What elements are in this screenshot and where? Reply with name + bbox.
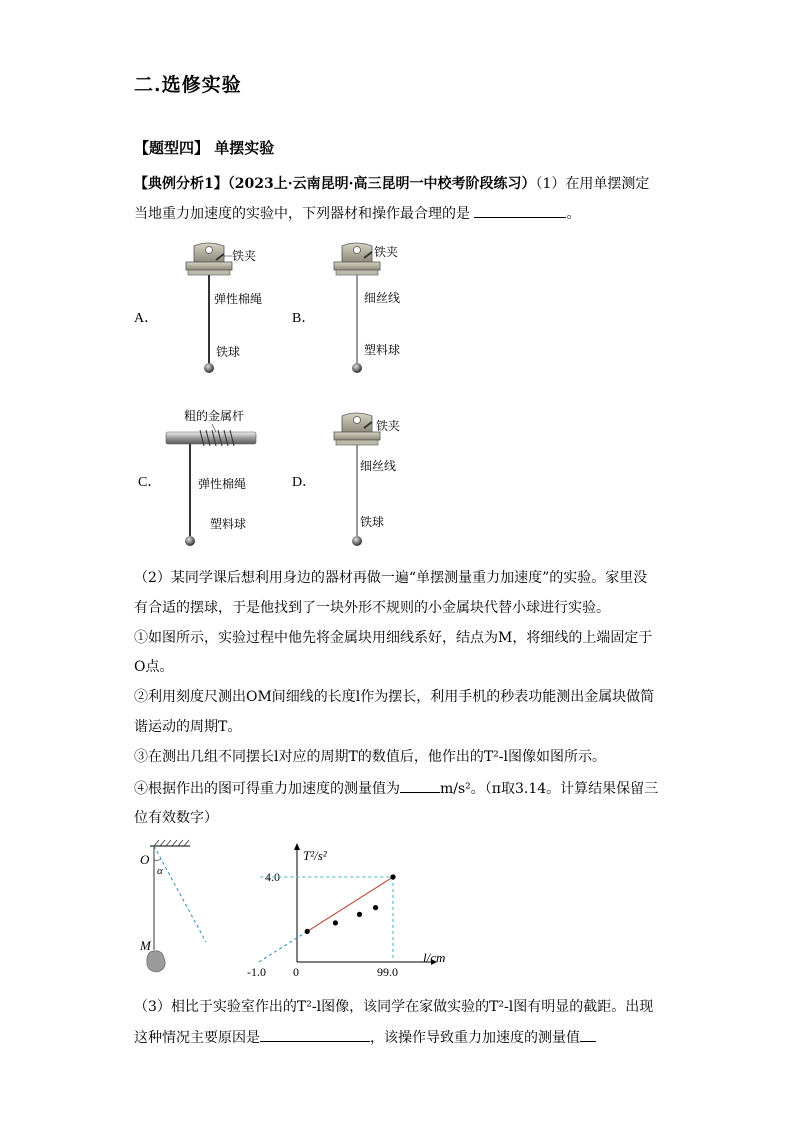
q2-step-3: ③在测出几组不同摆长l对应的周期T的数值后，他作出的T²-l图像如图所示。 bbox=[134, 749, 606, 765]
option-d-bottom-label: 铁球 bbox=[360, 515, 385, 529]
answer-blank-4[interactable] bbox=[580, 1027, 596, 1042]
plastic-ball-icon bbox=[352, 363, 362, 373]
option-d-mid-label: 细丝线 bbox=[360, 459, 397, 473]
option-c-mid-label: 弹性棉绳 bbox=[198, 477, 247, 491]
answer-blank-3[interactable] bbox=[260, 1027, 370, 1042]
option-c-top-label: 粗的金属杆 bbox=[184, 409, 245, 423]
iron-ball-icon bbox=[352, 536, 362, 546]
option-d-letter: D． bbox=[292, 475, 317, 490]
q1-part: （1）在用单摆测定 bbox=[535, 176, 650, 192]
metal-block-icon bbox=[147, 951, 165, 972]
origin-label: 0 bbox=[293, 965, 299, 978]
data-point bbox=[333, 920, 338, 925]
option-a-mid-label: 弹性棉绳 bbox=[214, 292, 263, 306]
option-a[interactable] bbox=[134, 243, 262, 373]
angle-alpha-label: α bbox=[157, 865, 163, 877]
y-mark-label: 4.0 bbox=[265, 870, 280, 884]
option-b-mid-label: 细丝线 bbox=[364, 291, 401, 305]
pendulum-figure bbox=[134, 838, 224, 978]
y-axis-label: T²/s² bbox=[303, 848, 327, 863]
x-neg-label: -1.0 bbox=[247, 965, 266, 978]
option-b-letter: B． bbox=[292, 311, 316, 326]
data-point bbox=[305, 929, 310, 934]
x-mark-label: 99.0 bbox=[377, 965, 398, 978]
option-b[interactable] bbox=[292, 243, 400, 373]
iron-ball-icon bbox=[204, 363, 214, 373]
option-c-bottom-label: 塑料球 bbox=[210, 517, 247, 531]
q2-step-2-line-2: 谐运动的周期T。 bbox=[134, 719, 242, 735]
option-b-bottom-label: 塑料球 bbox=[364, 343, 401, 357]
option-a-bottom-label: 铁球 bbox=[216, 345, 241, 359]
data-point bbox=[357, 912, 362, 917]
clip-icon bbox=[334, 413, 380, 445]
answer-blank-1[interactable] bbox=[474, 203, 566, 218]
q2-step-4: ④根据作出的图可得重力加速度的测量值为 m/s²。（π取3.14。计算结果保留三 bbox=[134, 778, 658, 799]
option-d-top-label: 铁夹 bbox=[376, 419, 401, 433]
q2-line-2: 有合适的摆球，于是他找到了一块外形不规则的小金属块代替小球进行实验。 bbox=[134, 600, 610, 616]
metal-rod-icon bbox=[166, 432, 256, 444]
clip-icon bbox=[186, 243, 232, 275]
option-d[interactable] bbox=[292, 413, 400, 546]
data-point bbox=[390, 874, 395, 879]
answer-blank-2[interactable] bbox=[400, 778, 440, 793]
q2-step-2-line-1: ②利用刻度尺测出OM间细线的长度l作为摆长，利用手机的秒表功能测出金属块做简 bbox=[134, 689, 655, 705]
plastic-ball-icon bbox=[185, 536, 195, 546]
t2-l-graph bbox=[245, 838, 475, 978]
option-b-top-label: 铁夹 bbox=[374, 245, 399, 259]
example-tag: 【典例分析1】（2023上·云南昆明·高三昆明一中校考阶段练习） bbox=[134, 176, 536, 192]
q2-step-1-line-2: O点。 bbox=[134, 659, 174, 675]
q2-step-4-line-2: 位有效数字） bbox=[134, 810, 218, 826]
section-title: 二.选修实验 bbox=[134, 74, 242, 96]
question-type-title: 【题型四】 单摆实验 bbox=[134, 139, 275, 157]
option-a-top-label: 铁夹 bbox=[232, 249, 257, 263]
point-m-label: M bbox=[140, 938, 151, 953]
option-a-letter: A． bbox=[134, 311, 159, 326]
q3-line-1: （3）相比于实验室作出的T²-l图像，该同学在家做实验的T²-l图有明显的截距。出现 bbox=[134, 999, 654, 1015]
q3-line-2: 这种情况主要原因是 ，该操作导致重力加速度的测量值 bbox=[134, 1027, 596, 1048]
extrapolation-line bbox=[259, 931, 307, 962]
question-1-line-1 bbox=[134, 174, 649, 194]
fit-line bbox=[307, 877, 393, 931]
data-point bbox=[373, 905, 378, 910]
option-c-letter: C． bbox=[138, 475, 162, 490]
question-1-line-2: 当地重力加速度的实验中，下列器材和操作最合理的是 。 bbox=[134, 203, 580, 224]
q2-step-1-line-1: ①如图所示，实验过程中他先将金属块用细线系好，结点为M，将细线的上端固定于 bbox=[134, 630, 653, 646]
x-axis-label: l/cm bbox=[423, 950, 446, 965]
point-o-label: O bbox=[140, 852, 150, 867]
q2-line-1: （2）某同学课后想利用身边的器材再做一遍“单摆测量重力加速度”的实验。家里没 bbox=[134, 570, 648, 586]
options-figure bbox=[120, 236, 540, 566]
option-c[interactable] bbox=[138, 408, 256, 546]
